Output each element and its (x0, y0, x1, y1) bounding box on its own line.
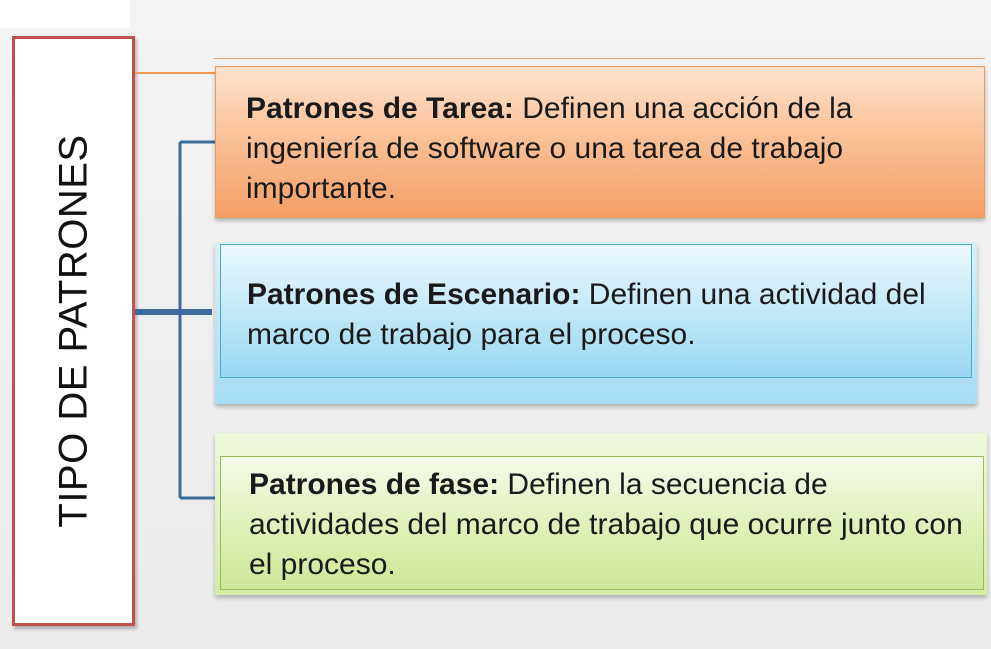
diagram-title: TIPO DE PATRONES (51, 134, 95, 528)
escenario-description: Definen una actividad del marco de trabajo para el proceso. (247, 278, 926, 351)
escenario-term: Patrones de Escenario: (247, 278, 581, 311)
fase-box (220, 456, 984, 590)
tarea-term: Patrones de Tarea: (246, 92, 514, 125)
escenario-box (220, 244, 972, 378)
tarea-description: Definen una acción de la ingeniería de software o una tarea de trabajo importante. (246, 92, 853, 205)
corner-panel (0, 0, 130, 28)
title-box (12, 36, 135, 626)
fase-description: Definen la secuencia de actividades del marco de trabajo que ocurre junto con el proceso. (249, 468, 963, 581)
fase-term: Patrones de fase: (249, 468, 500, 501)
tarea-box (215, 66, 985, 218)
